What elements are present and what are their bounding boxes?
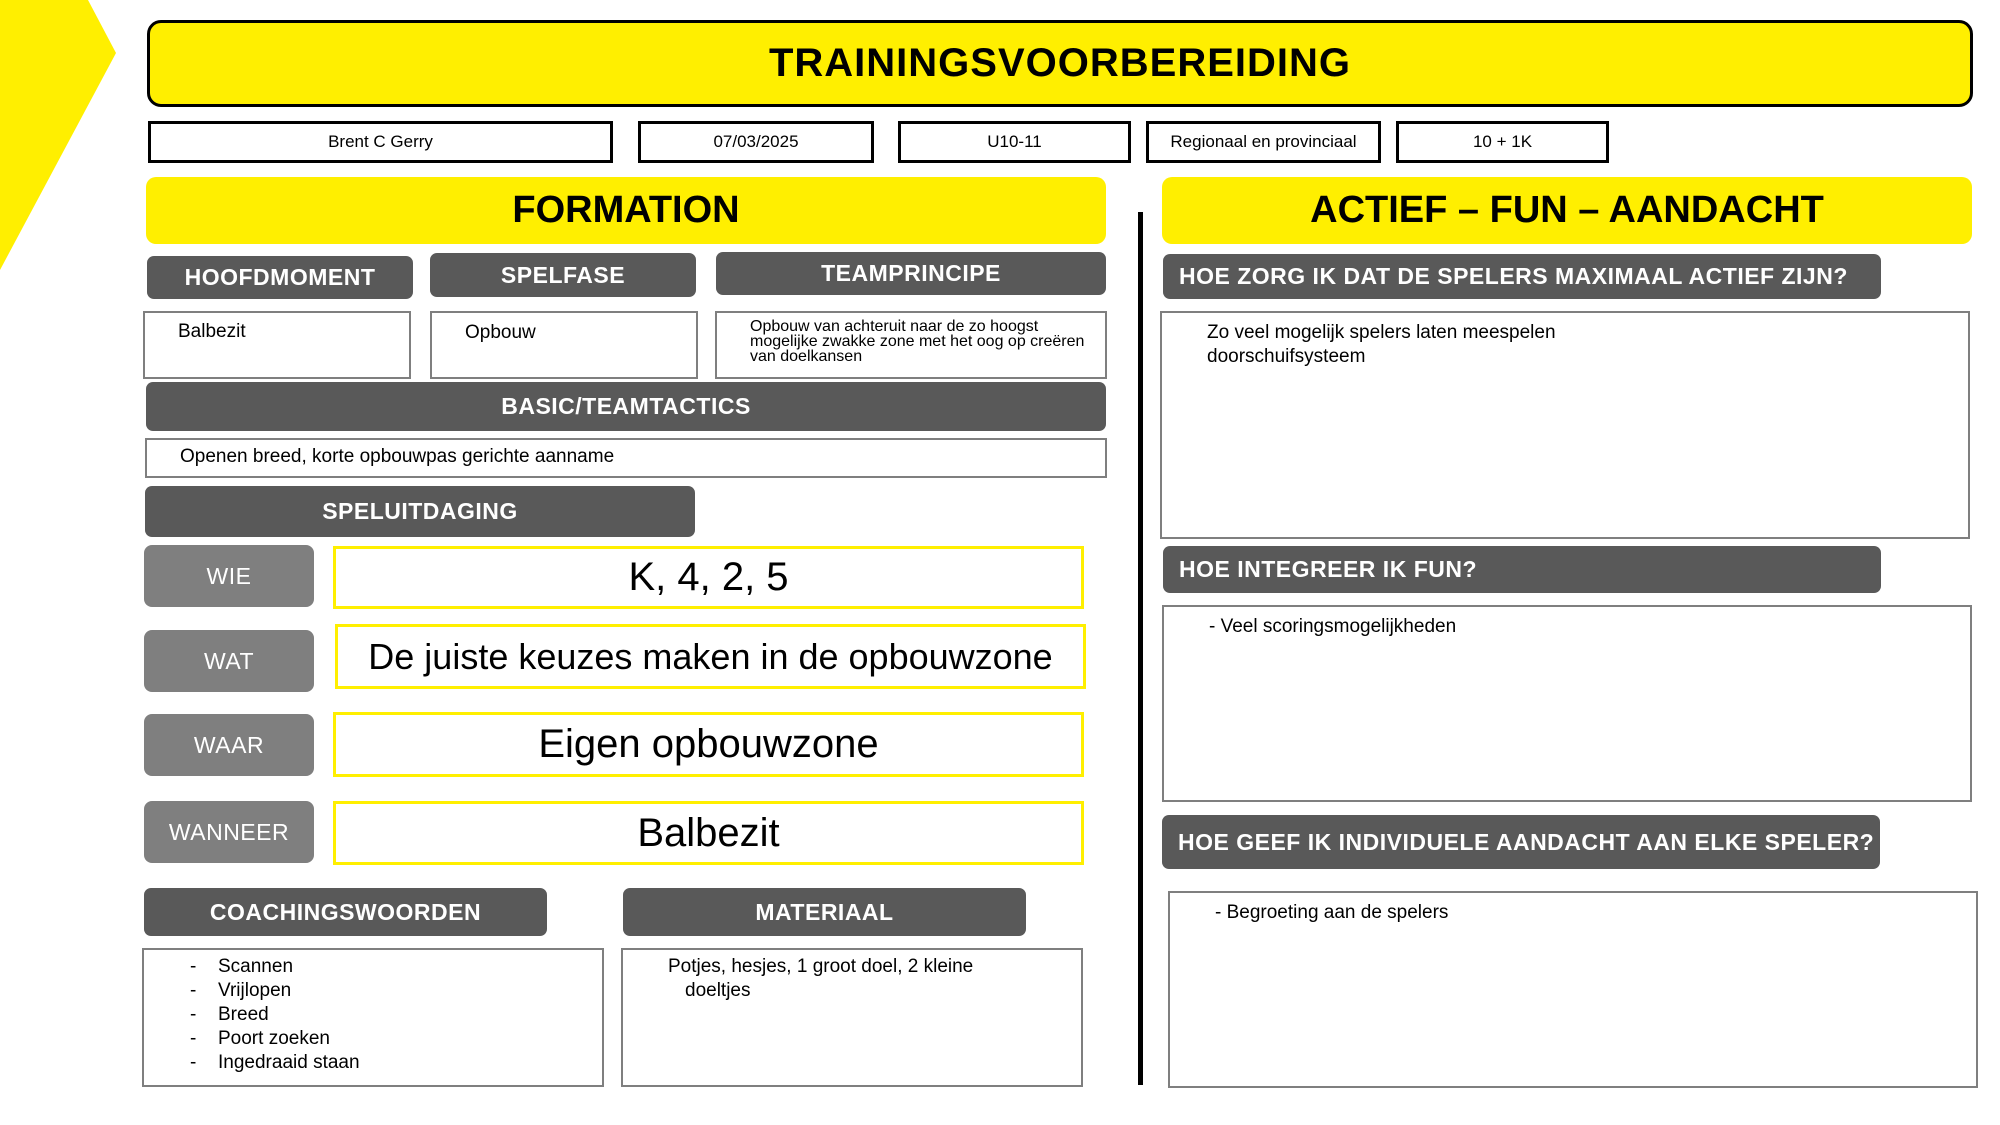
- speluitdaging-label: SPELUITDAGING: [145, 486, 695, 537]
- aaf-heading: ACTIEF – FUN – AANDACHT: [1162, 177, 1972, 244]
- hoofdmoment-value[interactable]: Balbezit: [143, 311, 411, 379]
- spelfase-label: SPELFASE: [430, 253, 696, 297]
- fun-value: - Veel scoringsmogelijkheden: [1209, 616, 1457, 637]
- wanneer-label: WANNEER: [144, 801, 314, 863]
- decorative-chevron: [0, 0, 120, 270]
- level-field[interactable]: Regionaal en provinciaal: [1146, 121, 1381, 163]
- basic-teamtactics-value[interactable]: Openen breed, korte opbouwpas gerichte aanname: [145, 438, 1107, 478]
- fun-label: HOE INTEGREER IK FUN?: [1163, 546, 1881, 593]
- trainer-name-field[interactable]: Brent C Gerry: [148, 121, 613, 163]
- waar-label: WAAR: [144, 714, 314, 776]
- age-group-field[interactable]: U10-11: [898, 121, 1131, 163]
- actief-label: HOE ZORG IK DAT DE SPELERS MAXIMAAL ACTIEF ZIJN?: [1163, 254, 1881, 299]
- materiaal-label: MATERIAAL: [623, 888, 1026, 936]
- spelfase-value[interactable]: Opbouw: [430, 311, 698, 379]
- hoofdmoment-label: HOOFDMOMENT: [147, 256, 413, 299]
- waar-value[interactable]: Eigen opbouwzone: [333, 712, 1084, 777]
- actief-line-2: doorschuifsysteem: [1207, 346, 1366, 367]
- wat-value[interactable]: De juiste keuzes maken in de opbouwzone: [335, 624, 1086, 689]
- column-divider: [1138, 212, 1143, 1085]
- wie-label: WIE: [144, 545, 314, 607]
- basic-teamtactics-label: BASIC/TEAMTACTICS: [146, 382, 1106, 431]
- aandacht-value: - Begroeting aan de spelers: [1215, 902, 1449, 923]
- teamprincipe-value[interactable]: Opbouw van achteruit naar de zo hoogst mogelijke zwakke zone met het oog op creëren van doelkansen: [715, 311, 1107, 379]
- wat-label: WAT: [144, 630, 314, 692]
- materiaal-line-2: doeltjes: [685, 980, 751, 1001]
- coachingswoorden-label: COACHINGSWOORDEN: [144, 888, 547, 936]
- actief-line-1: Zo veel mogelijk spelers laten meespelen: [1207, 322, 1556, 343]
- aandacht-label: HOE GEEF IK INDIVIDUELE AANDACHT AAN ELKE SPELER?: [1162, 815, 1880, 869]
- materiaal-line-1: Potjes, hesjes, 1 groot doel, 2 kleine: [668, 956, 974, 977]
- materiaal-box[interactable]: [621, 948, 1083, 1087]
- date-field[interactable]: 07/03/2025: [638, 121, 874, 163]
- list-item: - Scannen: [218, 955, 602, 979]
- team-size-field[interactable]: 10 + 1K: [1396, 121, 1609, 163]
- formation-heading: FORMATION: [146, 177, 1106, 244]
- teamprincipe-label: TEAMPRINCIPE: [716, 252, 1106, 295]
- wanneer-value[interactable]: Balbezit: [333, 801, 1084, 865]
- list-item: - Vrijlopen: [218, 979, 602, 1003]
- actief-box[interactable]: [1160, 311, 1970, 539]
- coachingswoorden-box[interactable]: [142, 948, 604, 1087]
- list-item: - Poort zoeken: [218, 1027, 602, 1051]
- wie-value[interactable]: K, 4, 2, 5: [333, 546, 1084, 609]
- list-item: - Breed: [218, 1003, 602, 1027]
- list-item: - Ingedraaid staan: [218, 1051, 602, 1075]
- aandacht-box[interactable]: [1168, 891, 1978, 1088]
- fun-box[interactable]: [1162, 605, 1972, 802]
- page-title: TRAININGSVOORBEREIDING: [147, 20, 1973, 107]
